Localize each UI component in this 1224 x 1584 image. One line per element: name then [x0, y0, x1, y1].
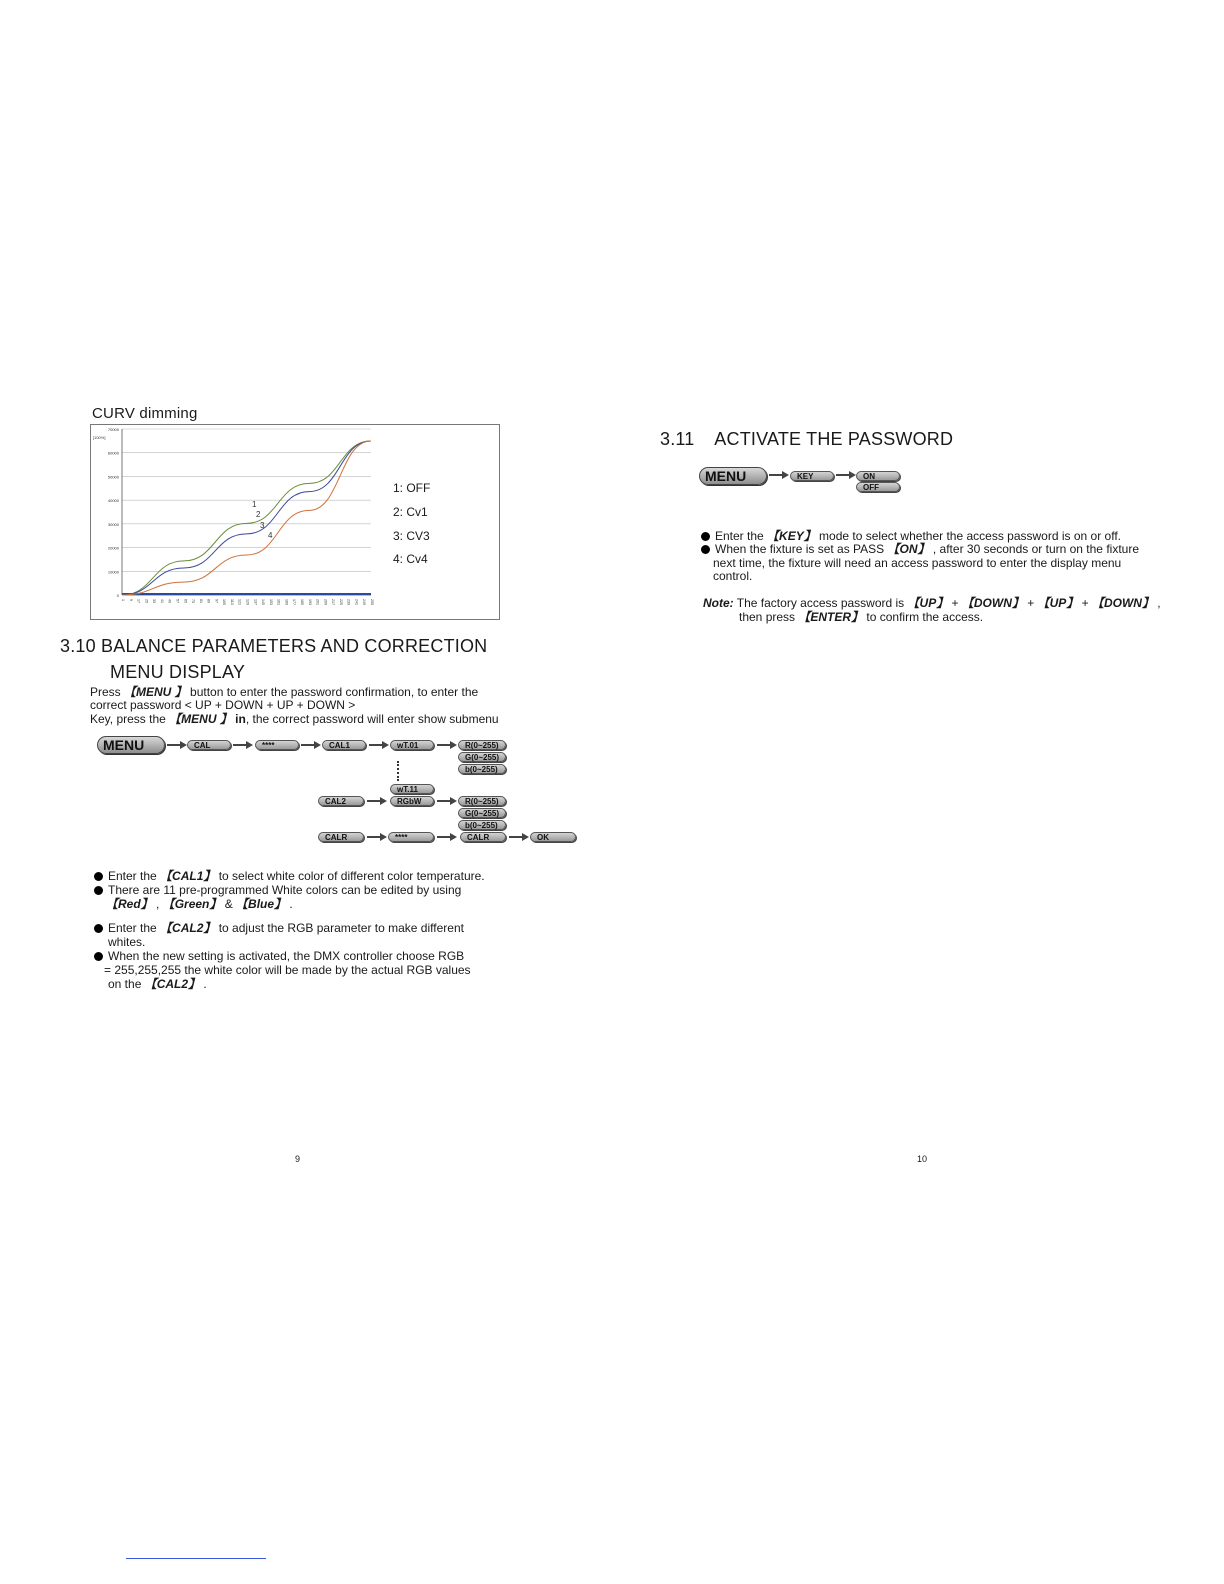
bullet-dot-icon — [701, 532, 710, 541]
bullet-dot-icon — [701, 545, 710, 554]
separator: + — [948, 596, 962, 610]
bullet-pass-on — [701, 542, 1139, 556]
separator: . — [200, 977, 207, 991]
menu-pill: MENU — [97, 736, 165, 754]
x-tick-label: 121 — [237, 599, 242, 605]
bullet-pass-on-cont-2: control. — [713, 569, 753, 583]
bullet-dot-icon — [94, 924, 103, 933]
x-tick-label: 65 — [183, 599, 188, 603]
note-text: to confirm the access. — [863, 610, 984, 624]
curve-label-4: 4 — [268, 531, 273, 540]
x-tick-label: 1 — [121, 599, 125, 601]
green-range-pill: G(0~255) — [458, 752, 506, 762]
bullet-text: Enter the — [108, 921, 161, 935]
separator: , — [1153, 596, 1161, 610]
cal1-pill: CAL1 — [322, 740, 366, 750]
bullet-dmx-cont-1: = 255,255,255 the white color will be made by the actual RGB values — [104, 963, 471, 977]
down-key-ref: 【DOWN】 — [961, 596, 1024, 610]
arrow-right-icon — [437, 797, 457, 805]
password-stars-pill: **** — [388, 832, 434, 842]
note-label: Note: — [703, 596, 734, 610]
x-tick-label: 49 — [167, 599, 172, 603]
ellipsis-dots — [397, 761, 401, 781]
bullet-dot-icon — [94, 872, 103, 881]
arrow-right-icon — [233, 741, 253, 749]
note-text: The factory access password is — [733, 596, 908, 610]
bullet-dmx-cont-2 — [108, 977, 207, 991]
arrow-right-icon — [369, 741, 389, 749]
cal-pill: CAL — [187, 740, 231, 750]
y-tick-label: 70000 — [107, 427, 119, 432]
cal2-key-ref: 【CAL2】 — [160, 921, 216, 935]
cal2-key-ref: 【CAL2】 — [144, 977, 201, 991]
x-tick-label: 153 — [268, 599, 273, 605]
y-tick-label: 0 — [116, 593, 119, 598]
separator: + — [1023, 596, 1038, 610]
footer-rule — [126, 1558, 266, 1559]
bullet-text: to adjust the RGB parameter to make different — [215, 921, 464, 935]
x-tick-label: 9 — [128, 599, 133, 601]
x-tick-label: 105 — [222, 599, 227, 605]
bullet-text: There are 11 pre-programmed White colors can be edited by using — [108, 883, 462, 897]
x-tick-label: 33 — [152, 599, 157, 603]
key-key-ref: 【KEY】 — [767, 529, 816, 543]
bullet-presets-cont — [106, 897, 293, 911]
bullet-text: When the fixture is set as PASS — [715, 542, 888, 556]
x-tick-label: 255 — [370, 599, 374, 605]
separator: & — [221, 897, 237, 911]
ok-pill: OK — [530, 832, 576, 842]
calr-pill: CALR — [318, 832, 364, 842]
x-tick-label: 241 — [354, 599, 359, 605]
bullet-presets — [94, 883, 461, 897]
x-tick-label: 161 — [276, 599, 281, 605]
curve-label-2: 2 — [256, 510, 261, 519]
bullet-text: Enter the — [715, 529, 768, 543]
menu-pill: MENU — [699, 467, 767, 485]
x-tick-label: 129 — [245, 599, 250, 605]
bullet-text: on the — [108, 977, 145, 991]
bullet-key — [701, 529, 1121, 543]
x-tick-label: 177 — [292, 599, 297, 605]
x-tick-label: 145 — [261, 599, 266, 605]
blue-key-ref: 【Blue】 — [236, 897, 287, 911]
intro-text: Press — [90, 685, 125, 699]
intro-line-2: correct password < UP + DOWN + UP + DOWN > — [90, 698, 356, 712]
blue-range-pill: b(0~255) — [458, 764, 506, 774]
legend-item-3: 3: CV3 — [393, 529, 430, 543]
x-tick-label: 201 — [315, 599, 320, 605]
blue-range-pill: b(0~255) — [458, 820, 506, 830]
wt11-pill: wT.11 — [390, 784, 434, 794]
red-range-pill: R(0~255) — [458, 740, 506, 750]
bullet-cal2 — [94, 921, 464, 935]
x-tick-label: 113 — [229, 599, 234, 605]
bullet-text: When the new setting is activated, the DMX controller choose RGB — [108, 949, 465, 963]
bullet-pass-on-cont-1: next time, the fixture will need an access password to enter the display menu — [713, 556, 1122, 570]
x-tick-label: 73 — [191, 599, 196, 603]
red-range-pill: R(0~255) — [458, 796, 506, 806]
intro-line-3 — [90, 712, 499, 726]
note-line-1 — [703, 596, 1161, 610]
bullet-text: mode to select whether the access password is on or off. — [815, 529, 1121, 543]
page-number: 9 — [295, 1154, 301, 1164]
x-tick-label: 137 — [253, 599, 258, 605]
bullet-text: to select white color of different color temperature. — [215, 869, 485, 883]
bullet-dot-icon — [94, 952, 103, 961]
arrow-right-icon — [509, 833, 529, 841]
y-tick-label: 60000 — [107, 450, 119, 456]
x-tick-label: 209 — [323, 599, 328, 605]
x-tick-label: 217 — [331, 599, 336, 605]
y-top-label: [100%] — [93, 435, 106, 440]
arrow-right-icon — [769, 471, 789, 479]
up-key-ref: 【UP】 — [1037, 596, 1079, 610]
bullet-dot-icon — [94, 886, 103, 895]
separator: + — [1078, 596, 1092, 610]
y-tick-label: 40000 — [107, 498, 119, 504]
x-tick-label: 17 — [136, 599, 141, 603]
note-line-2 — [739, 610, 983, 624]
arrow-right-icon — [367, 833, 387, 841]
legend-item-1: 1: OFF — [393, 481, 431, 495]
off-pill: OFF — [856, 482, 900, 492]
cal2-pill: CAL2 — [318, 796, 364, 806]
y-tick-label: 30000 — [107, 521, 119, 527]
intro-text: Key, press the — [90, 712, 170, 726]
legend-item-2: 2: Cv1 — [393, 505, 428, 519]
bullet-cal2-cont: whites. — [108, 935, 146, 949]
menu-key-ref: 【MENU 】 — [169, 712, 232, 726]
x-tick-label: 193 — [307, 599, 312, 605]
arrow-right-icon — [301, 741, 321, 749]
arrow-right-icon — [437, 833, 457, 841]
note-text: then press — [739, 610, 799, 624]
section-subheading-menu-display: MENU DISPLAY — [110, 662, 246, 682]
curve-dimming-chart — [90, 424, 500, 620]
x-tick-label: 41 — [159, 599, 164, 603]
bullet-dmx — [94, 949, 464, 963]
intro-text: , the correct password will enter show submenu — [245, 712, 499, 726]
chart-title: CURV dimming — [92, 405, 198, 422]
arrow-right-icon — [367, 797, 387, 805]
curve-label-3: 3 — [260, 521, 265, 530]
x-tick-label: 57 — [175, 599, 180, 603]
x-tick-label: 89 — [206, 599, 211, 603]
x-tick-label: 25 — [144, 599, 149, 603]
green-key-ref: 【Green】 — [162, 897, 222, 911]
bullet-cal1 — [94, 869, 485, 883]
x-tick-label: 97 — [214, 599, 219, 603]
menu-key-ref: 【MENU 】 — [124, 685, 187, 699]
intro-text: button to enter the password confirmation, to enter the — [186, 685, 479, 699]
separator: , — [152, 897, 163, 911]
legend-item-4: 4: Cv4 — [393, 552, 428, 566]
x-tick-label: 169 — [284, 599, 289, 605]
y-tick-label: 50000 — [107, 474, 119, 480]
enter-key-ref: 【ENTER】 — [798, 610, 864, 624]
arrow-right-icon — [836, 471, 856, 479]
curve-chart-svg — [91, 425, 499, 619]
bullet-text: , after 30 seconds or turn on the fixture — [929, 542, 1139, 556]
arrow-right-icon — [167, 741, 187, 749]
wt01-pill: wT.01 — [390, 740, 434, 750]
green-range-pill: G(0~255) — [458, 808, 506, 818]
cal1-key-ref: 【CAL1】 — [160, 869, 216, 883]
curve-label-1: 1 — [252, 500, 257, 509]
intro-text: in — [231, 712, 246, 726]
calr-confirm-pill: CALR — [460, 832, 506, 842]
rgbw-pill: RGbW — [390, 796, 434, 806]
separator: . — [286, 897, 293, 911]
y-tick-label: 20000 — [107, 545, 119, 551]
arrow-right-icon — [437, 741, 457, 749]
key-pill: KEY — [790, 471, 834, 481]
on-pill: ON — [856, 471, 900, 481]
x-tick-label: 225 — [338, 599, 343, 605]
x-tick-label: 81 — [198, 599, 203, 603]
section-heading-3-10: 3.10 BALANCE PARAMETERS AND CORRECTION — [60, 636, 488, 656]
section-heading-3-11: 3.11 ACTIVATE THE PASSWORD — [660, 429, 954, 449]
password-stars-pill: **** — [255, 740, 299, 750]
red-key-ref: 【Red】 — [106, 897, 153, 911]
on-key-ref: 【ON】 — [887, 542, 930, 556]
bullet-text: Enter the — [108, 869, 161, 883]
down-key-ref: 【DOWN】 — [1091, 596, 1154, 610]
up-key-ref: 【UP】 — [907, 596, 949, 610]
intro-line-1 — [90, 685, 478, 699]
x-tick-label: 249 — [362, 599, 367, 605]
x-tick-label: 185 — [299, 599, 304, 605]
x-tick-label: 233 — [346, 599, 351, 605]
y-tick-label: 10000 — [107, 569, 119, 575]
page-number: 10 — [917, 1154, 928, 1164]
series-line-2 — [122, 441, 371, 595]
